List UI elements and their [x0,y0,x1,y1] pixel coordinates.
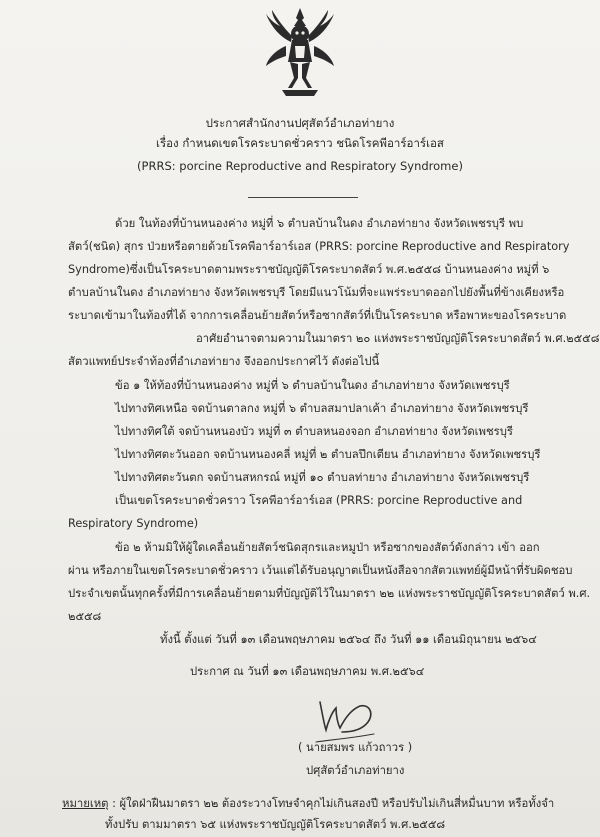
garuda-emblem [262,6,338,98]
body-line: เป็นเขตโรคระบาดชั่วคราว โรคพีอาร์อาร์เอส (PRRS: porcine Reproductive and [115,494,523,507]
effective-period: ทั้งนี้ ตั้งแต่ วันที่ ๑๓ เดือนพฤษภาคม ๒๕๖๔ ถึง วันที่ ๑๑ เดือนมิถุนายน ๒๕๖๔ [160,633,537,646]
announcement-subject-english: (PRRS: porcine Reproductive and Respiratory Syndrome) [137,159,463,173]
body-line: ระบาดเข้ามาในท้องที่ได้ จากการเคลื่อนย้ายสัตว์หรือซากสัตว์ที่เป็นโรคระบาด หรือพาหะของโรคระบาด [68,309,567,322]
body-line: Respiratory Syndrome) [68,517,199,530]
clause-1: ข้อ ๑ ให้ท้องที่บ้านหนองค่าง หมู่ที่ ๖ ตำบลบ้านในดง อำเภอท่ายาง จังหวัดเพชรบุรี [115,379,510,392]
body-line: ผ่าน หรือภายในเขตโรคระบาดชั่วคราว เว้นแต่ได้รับอนุญาตเป็นหนังสือจากสัตวแพทย์ผู้มีหน้าที่รับผิดชอบ [68,564,573,577]
announcement-title: ประกาศสำนักงานปศุสัตว์อำเภอท่ายาง [205,116,395,130]
announcement-subject: เรื่อง กำหนดเขตโรคระบาดชั่วคราว ชนิดโรคพีอาร์อาร์เอส [156,136,444,150]
body-line: อาศัยอำนาจตามความในมาตรา ๒๐ แห่งพระราชบัญญัติโรคระบาดสัตว์ พ.ศ.๒๕๕๘ [196,332,600,345]
body-line: สัตวแพทย์ประจำท้องที่อำเภอท่ายาง จึงออกประกาศไว้ ดังต่อไปนี้ [68,355,380,368]
note-text: : ผู้ใดฝ่าฝืนมาตรา ๒๒ ต้องระวางโทษจำคุกไม่เกินสองปี หรือปรับไม่เกินสี่หมื่นบาท หรือทั้งจำ [108,797,555,810]
body-line: ประจำเขตนั้นทุกครั้งที่มีการเคลื่อนย้ายตามที่บัญญัติไว้ในมาตรา ๒๒ แห่งพระราชบัญญัติโรคระบาดสัตว์ พ.ศ. [68,587,591,600]
note-label: หมายเหตุ [62,797,109,810]
body-line: Syndrome)ซึ่งเป็นโรคระบาดตามพระราชบัญญัติโรคระบาดสัตว์ พ.ศ.๒๕๕๘ บ้านหนองค่าง หมู่ที่ ๖ [68,263,550,276]
boundary-south: ไปทางทิศใต้ จดบ้านหนองบัว หมู่ที่ ๓ ตำบลหนองจอก อำเภอท่ายาง จังหวัดเพชรบุรี [115,425,513,438]
clause-2: ข้อ ๒ ห้ามมิให้ผู้ใดเคลื่อนย้ายสัตว์ชนิดสุกรและหมูป่า หรือซากของสัตว์ดังกล่าว เข้า ออก [115,541,540,554]
title-divider [248,197,358,198]
signer-name: ( นายสมพร แก้วถาวร ) [298,741,413,754]
signer-title: ปศุสัตว์อำเภอท่ายาง [306,764,405,777]
body-line: สัตว์(ชนิด) สุกร ป่วยหรือตายด้วยโรคพีอาร์อาร์เอส (PRRS: porcine Reproductive and Respiratory [68,240,570,253]
boundary-east: ไปทางทิศตะวันออก จดบ้านหนองคลี่ หมู่ที่ ๒ ตำบลปึกเตียน อำเภอท่ายาง จังหวัดเพชรบุรี [115,448,541,461]
note-line-2: ทั้งปรับ ตามมาตรา ๖๕ แห่งพระราชบัญญัติโรคระบาดสัตว์ พ.ศ.๒๕๕๘ [105,818,446,831]
body-line: ๒๕๕๘ [68,610,102,623]
note-line-1 [62,797,554,811]
announce-date: ประกาศ ณ วันที่ ๑๓ เดือนพฤษภาคม พ.ศ.๒๕๖๔ [190,665,425,678]
boundary-north: ไปทางทิศเหนือ จดบ้านตาลกง หมู่ที่ ๖ ตำบลสมาปลาเค้า อำเภอท่ายาง จังหวัดเพชรบุรี [115,402,529,415]
body-line: ตำบลบ้านในดง อำเภอท่ายาง จังหวัดเพชรบุรี โดยมีแนวโน้มที่จะแพร่ระบาดออกไปยังพื้นที่ข้างเคียงหรือ [68,286,565,299]
body-line: ด้วย ในท้องที่บ้านหนองค่าง หมู่ที่ ๖ ตำบลบ้านในดง อำเภอท่ายาง จังหวัดเพชรบุรี พบ [115,217,524,230]
boundary-west: ไปทางทิศตะวันตก จดบ้านสหกรณ์ หมู่ที่ ๑๐ ตำบลท่ายาง อำเภอท่ายาง จังหวัดเพชรบุรี [115,471,530,484]
